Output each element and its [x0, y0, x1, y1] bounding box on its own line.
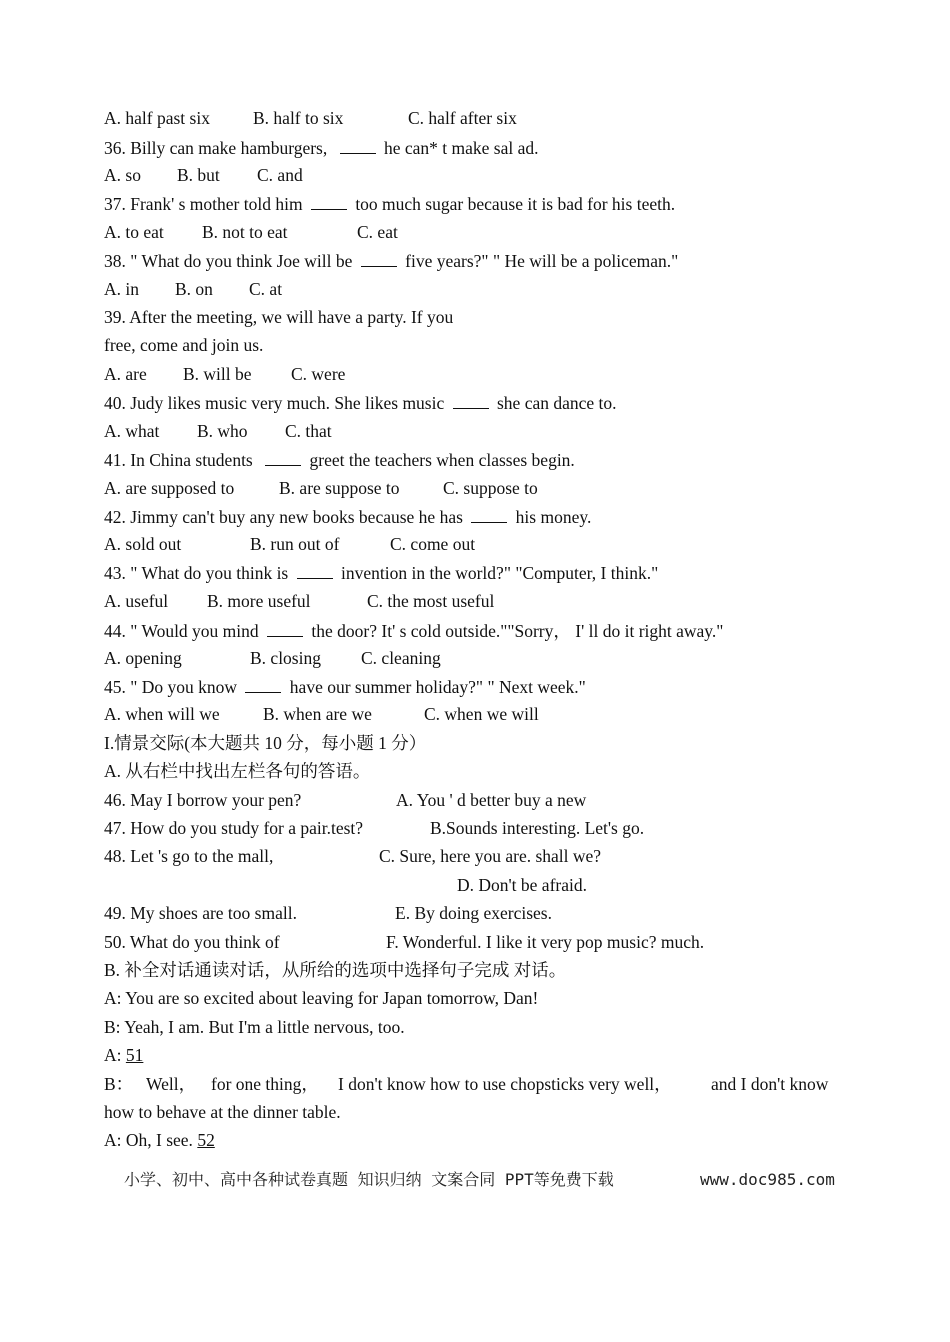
option-b: B. but: [177, 165, 220, 185]
question-text: five years?" " He will be a policeman.": [405, 251, 679, 271]
option-c: C. when we will: [424, 704, 539, 724]
dialog-text: for one thing，: [211, 1074, 319, 1094]
dialog-text: and I don't know: [711, 1074, 829, 1094]
section-title: I.情景交际(本大题共 10 分，每小题 1 分）: [104, 733, 427, 753]
option-a: A. are supposed to: [104, 478, 235, 498]
blank-number: 51: [125, 1045, 144, 1065]
footer-text: 小学、初中、高中各种试卷真题 知识归纳 文案合同 PPT等免费下载: [124, 1170, 614, 1189]
option-a: A. in: [104, 279, 139, 299]
part-b-title: B. 补全对话通读对话，从所给的选项中选择句子完成 对话。: [104, 960, 567, 980]
option-c: C. half after six: [408, 108, 517, 128]
option-c: C. were: [291, 364, 346, 384]
answer-option: E. By doing exercises.: [395, 903, 552, 923]
q39-question-continued: [104, 332, 263, 358]
answer-blank: [311, 190, 347, 210]
answer-blank: [297, 559, 333, 579]
q43-question: [104, 559, 658, 585]
speaker-label: A:: [104, 1045, 122, 1065]
question-text: 38. " What do you think Joe will be: [104, 251, 353, 271]
q37-question: [104, 190, 675, 216]
q36-question: [104, 134, 539, 160]
option-b: B. when are we: [263, 704, 372, 724]
question-text: 40. Judy likes music very much. She likes music: [104, 393, 445, 413]
question-text: his money.: [515, 507, 592, 527]
option-a: A. so: [104, 165, 141, 185]
question-text: 47. How do you study for a pair.test?: [104, 818, 364, 838]
question-text: greet the teachers when classes begin.: [309, 450, 575, 470]
option-b: B. not to eat: [202, 222, 288, 242]
option-b: B. closing: [250, 648, 321, 668]
blank-number: 52: [197, 1130, 215, 1150]
question-text: 46. May I borrow your pen?: [104, 790, 302, 810]
q42-question: [104, 503, 591, 529]
option-a: A. are: [104, 364, 147, 384]
option-c: C. cleaning: [361, 648, 441, 668]
question-text: 45. " Do you know: [104, 677, 238, 697]
option-b: B. more useful: [207, 591, 311, 611]
q44-question: [104, 617, 723, 643]
dialog-text: I don't know how to use chopsticks very well，: [338, 1074, 672, 1094]
q38-question: [104, 247, 678, 273]
option-b: B. on: [175, 279, 213, 299]
option-c: C. the most useful: [367, 591, 495, 611]
option-c: C. that: [285, 421, 332, 441]
answer-blank: [471, 503, 507, 523]
question-text: invention in the world?" "Computer, I think.": [341, 563, 659, 583]
option-b: B. half to six: [253, 108, 344, 128]
question-text: 49. My shoes are too small.: [104, 903, 297, 923]
option-a: A. sold out: [104, 534, 182, 554]
option-a: A. what: [104, 421, 160, 441]
option-b: B. who: [197, 421, 248, 441]
answer-blank: [265, 446, 301, 466]
dialog-line: A: You are so excited about leaving for Japan tomorrow, Dan!: [104, 988, 539, 1008]
question-text: she can dance to.: [497, 393, 617, 413]
question-text: 36. Billy can make hamburgers,: [104, 138, 328, 158]
question-text: free, come and join us.: [104, 335, 264, 355]
question-text: 43. " What do you think is: [104, 563, 289, 583]
answer-blank: [245, 673, 281, 693]
question-text: 42. Jimmy can't buy any new books because he has: [104, 507, 463, 527]
option-c: C. at: [249, 279, 283, 299]
q40-question: [104, 389, 617, 415]
answer-option: C. Sure, here you are. shall we?: [379, 846, 602, 866]
question-text: 50. What do you think of: [104, 932, 280, 952]
part-a-title: A. 从右栏中找出左栏各句的答语。: [104, 761, 371, 781]
option-c: C. and: [257, 165, 303, 185]
dialog-line: B: Yeah, I am. But I'm a little nervous, too.: [104, 1017, 405, 1037]
answer-blank: [361, 247, 397, 267]
question-text: 37. Frank' s mother told him: [104, 194, 303, 214]
option-a: A. useful: [104, 591, 169, 611]
option-c: C. come out: [390, 534, 476, 554]
option-c: C. eat: [357, 222, 398, 242]
footer-url: www.doc985.com: [700, 1170, 835, 1189]
answer-option: D. Don't be afraid.: [457, 875, 587, 895]
speaker-label: B：: [104, 1074, 134, 1094]
answer-option: B.Sounds interesting. Let's go.: [430, 818, 645, 838]
dialog-line: [104, 1042, 143, 1068]
q45-question: [104, 673, 586, 699]
question-text: 41. In China students: [104, 450, 253, 470]
option-b: B. are suppose to: [279, 478, 400, 498]
dialog-line: [104, 1127, 215, 1153]
option-a: A. half past six: [104, 108, 210, 128]
option-a: A. to eat: [104, 222, 164, 242]
dialog-line: how to behave at the dinner table.: [104, 1102, 341, 1122]
dialog-text: Well，: [146, 1074, 197, 1094]
option-a: A. opening: [104, 648, 182, 668]
answer-blank: [267, 617, 303, 637]
q41-question: [104, 446, 575, 472]
answer-blank: [453, 389, 489, 409]
q39-question: [104, 304, 453, 330]
question-text: he can* t make sal ad.: [384, 138, 539, 158]
question-text: 39. After the meeting, we will have a party. If you: [104, 307, 454, 327]
question-text: 48. Let 's go to the mall,: [104, 846, 274, 866]
question-text: 44. " Would you mind: [104, 621, 259, 641]
option-a: A. when will we: [104, 704, 220, 724]
question-text: have our summer holiday?" " Next week.": [289, 677, 586, 697]
answer-option: A. You ' d better buy a new: [396, 790, 587, 810]
answer-blank: [340, 134, 376, 154]
option-b: B. will be: [183, 364, 252, 384]
question-text: too much sugar because it is bad for his teeth.: [355, 194, 676, 214]
dialog-text: A: Oh, I see.: [104, 1130, 193, 1150]
option-b: B. run out of: [250, 534, 340, 554]
question-text: the door? It' s cold outside.""Sorry， I' ll do it right away.": [311, 621, 724, 641]
option-c: C. suppose to: [443, 478, 538, 498]
answer-option: F. Wonderful. I like it very pop music? much.: [386, 932, 705, 952]
